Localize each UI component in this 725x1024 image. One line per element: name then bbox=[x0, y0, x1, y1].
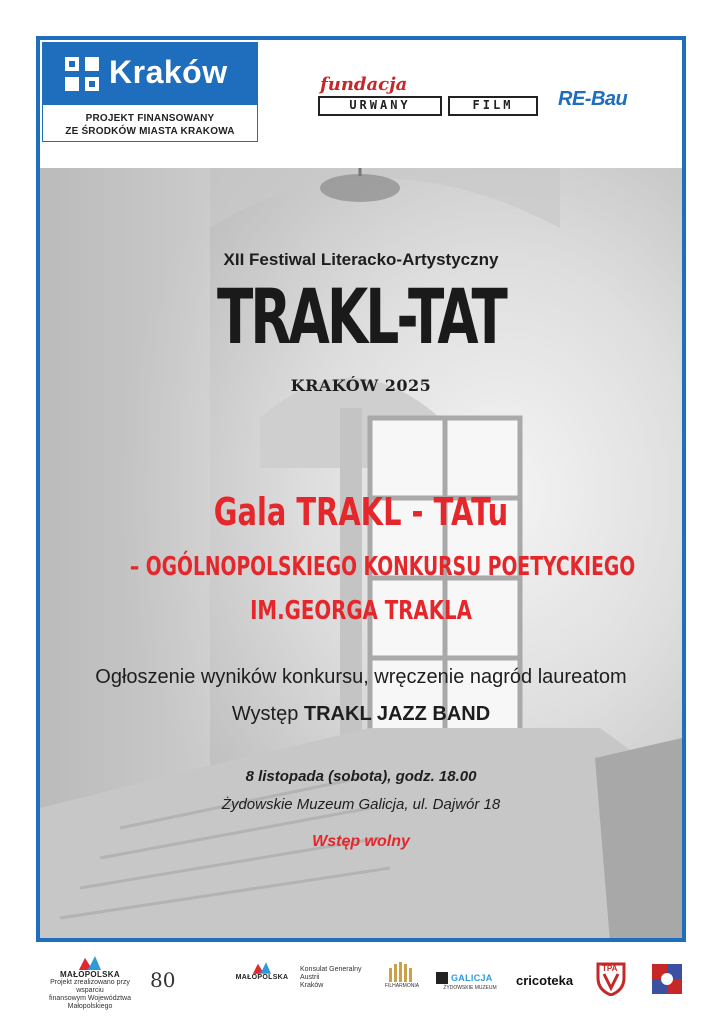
performance-text bbox=[40, 703, 682, 726]
malopolska-2-name: MAŁOPOLSKA bbox=[235, 974, 289, 981]
tpa-text: TPA bbox=[602, 964, 618, 973]
konsulat-line-1: Konsulat Generalny bbox=[300, 966, 362, 973]
festival-location: KRAKÓW 2025 bbox=[290, 376, 432, 395]
event-venue: Żydowskie Muzeum Galicja, ul. Dajwór 18 bbox=[221, 796, 501, 813]
poster-frame bbox=[36, 36, 686, 942]
malopolska-sponsor bbox=[40, 956, 140, 1011]
galicja-museum-logo bbox=[436, 972, 504, 992]
cricoteka-name: cricoteka bbox=[516, 973, 574, 988]
krakow-logo-icon bbox=[65, 57, 99, 91]
filharmonia-name: FILHARMONIA bbox=[384, 983, 420, 989]
fundacja-urwany-film-logo bbox=[318, 76, 538, 116]
background-photo-area bbox=[40, 168, 682, 942]
krakow-wordmark: Kraków bbox=[109, 54, 228, 90]
filharmonia-logo bbox=[384, 962, 420, 990]
crest-logo bbox=[650, 962, 684, 1001]
konsulat-line-2: Austrii bbox=[300, 974, 320, 981]
gala-heading-line-1: Gala TRAKL - TATu bbox=[213, 490, 509, 534]
krakow-city-logo bbox=[42, 42, 258, 142]
konsulat-line-3: Kraków bbox=[300, 982, 324, 989]
malopolska-2-mountains-icon bbox=[253, 962, 271, 974]
galicja-subtitle: ŻYDOWSKIE MUZEUM bbox=[443, 985, 497, 991]
gala-heading-line-3: IM.GEORGA TRAKLA bbox=[250, 596, 472, 626]
announcement-text: Ogłoszenie wyników konkursu, wręczenie nagród laureatom bbox=[95, 666, 627, 688]
konsulat-austrii-logo bbox=[300, 966, 370, 990]
krakow-logo-band bbox=[43, 43, 257, 105]
funding-note-line-1: PROJEKT FINANSOWANY bbox=[85, 113, 215, 124]
coat-of-arms-icon bbox=[650, 962, 684, 996]
fundacja-script-text: fundacja bbox=[320, 74, 408, 95]
organ-pipes-icon bbox=[387, 962, 417, 982]
performance-prefix: Występ bbox=[231, 703, 299, 725]
malopolska-2-logo bbox=[234, 962, 290, 981]
urwany-word-box: URWANY bbox=[318, 96, 442, 116]
performance-band-name: TRAKL JAZZ BAND bbox=[303, 703, 491, 725]
malopolska-note-2: finansowym Województwa Małopolskiego bbox=[49, 995, 131, 1010]
funding-note-line-2: ZE ŚRODKÓW MIASTA KRAKOWA bbox=[65, 126, 235, 137]
cricoteka-logo bbox=[516, 972, 573, 990]
galicja-wordmark bbox=[436, 972, 504, 984]
gala-heading-line-2: – OGÓLNOPOLSKIEGO KONKURSU POETYCKIEGO bbox=[129, 552, 636, 582]
tpa-logo bbox=[596, 962, 626, 1001]
malopolska-mountains-icon bbox=[79, 956, 101, 970]
film-word-box: FILM bbox=[448, 96, 538, 116]
anniversary-number: 80 bbox=[150, 968, 176, 992]
festival-title: TRAKL-TAT bbox=[216, 272, 506, 361]
sponsor-logo-strip bbox=[0, 946, 725, 1024]
galicja-name: GALICJA bbox=[451, 973, 493, 983]
free-entry-note: Wstęp wolny bbox=[312, 833, 410, 850]
rebau-logo: RE-Bau bbox=[558, 88, 628, 110]
malopolska-note-1: Projekt zrealizowano przy wsparciu bbox=[50, 979, 130, 994]
header-band bbox=[40, 40, 682, 168]
galicja-mark-icon bbox=[436, 972, 448, 984]
event-date: 8 listopada (sobota), godz. 18.00 bbox=[245, 768, 477, 785]
anniversary-logo bbox=[150, 968, 175, 992]
malopolska-name: MAŁOPOLSKA bbox=[60, 970, 120, 979]
festival-subtitle: XII Festiwal Literacko-Artystyczny bbox=[223, 250, 499, 269]
